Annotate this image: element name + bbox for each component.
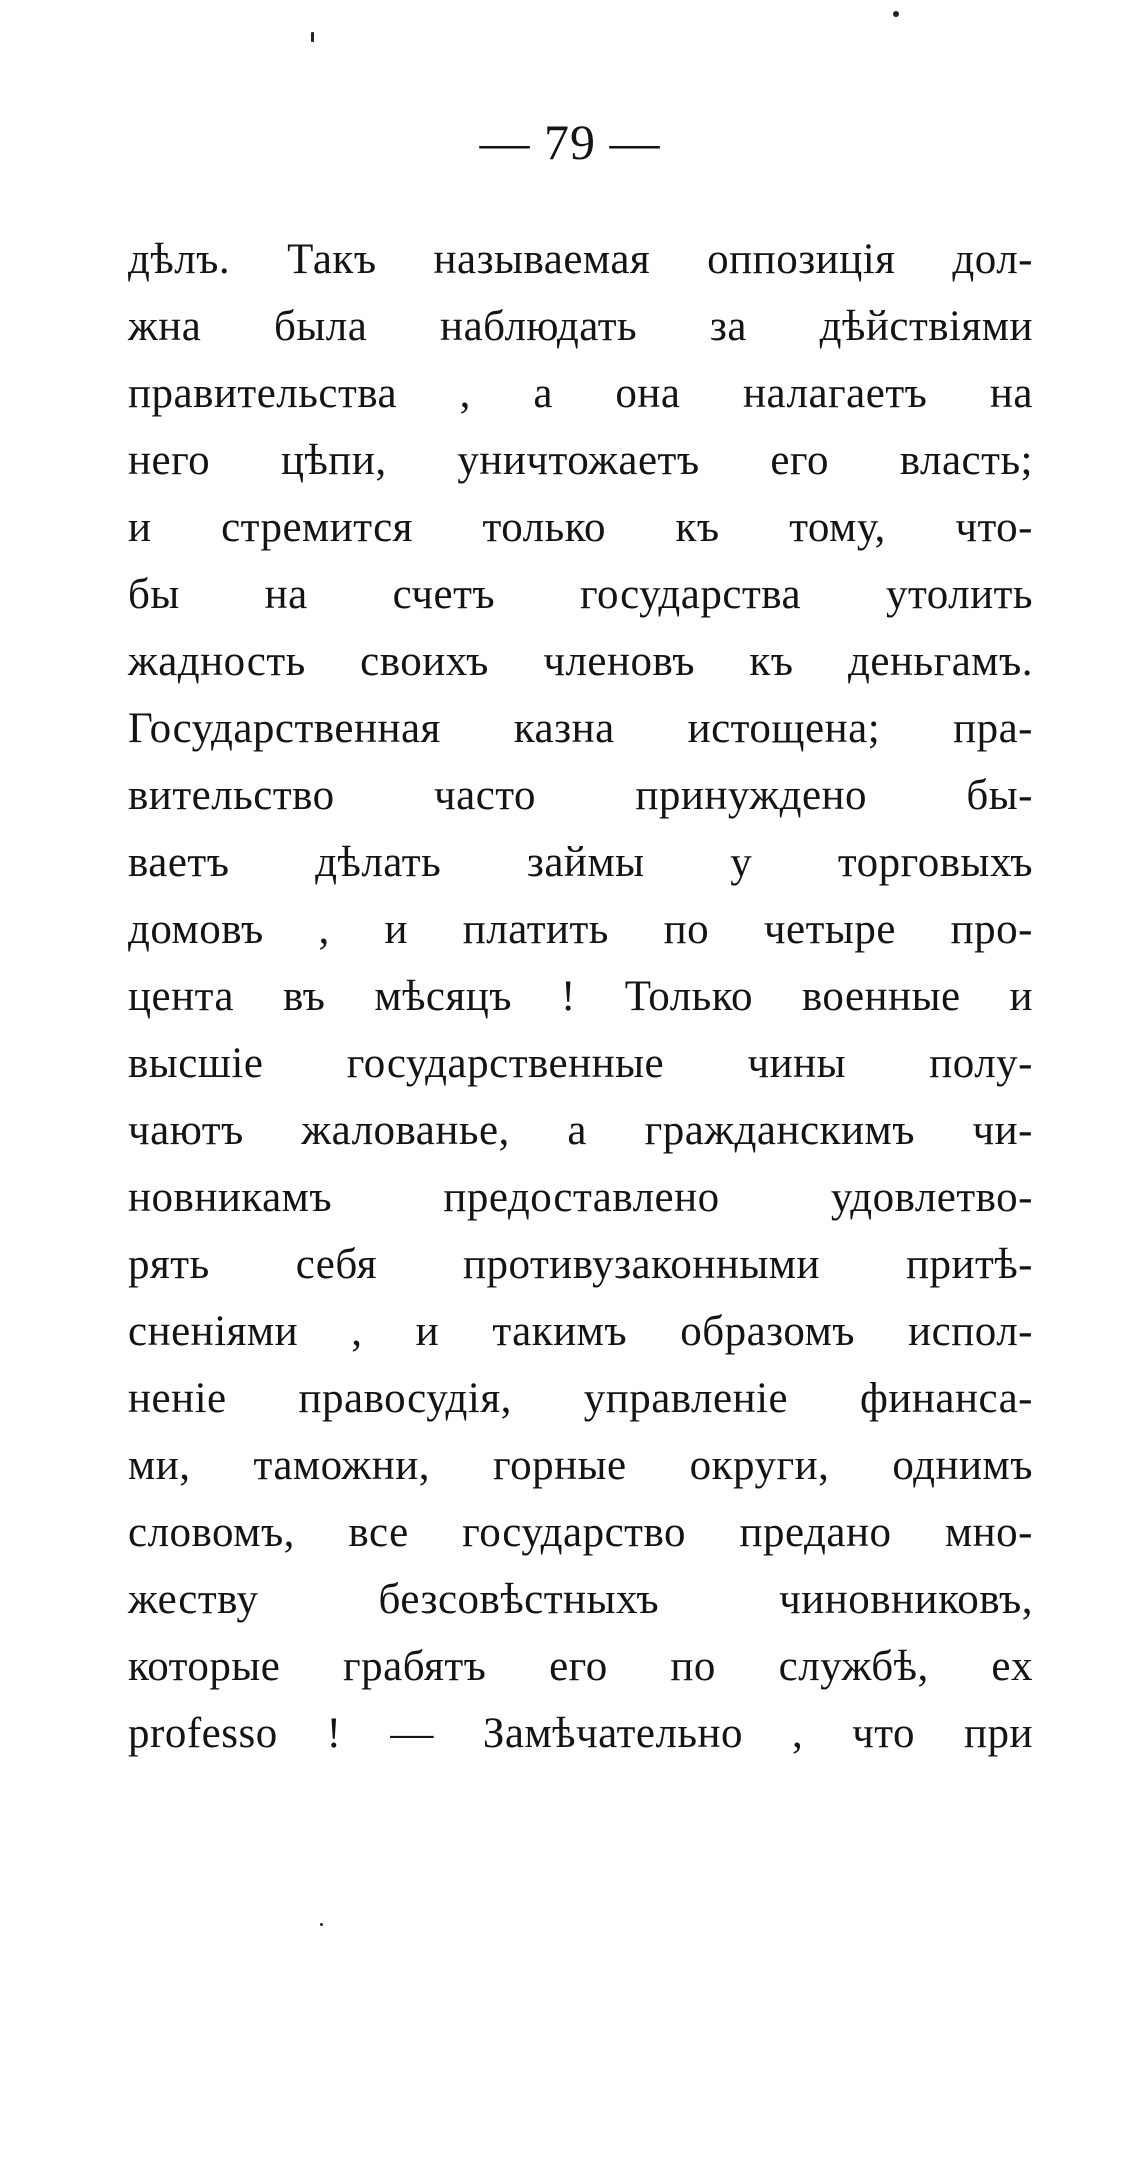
page-body-text — [128, 226, 1033, 1767]
text-line: Государственная казна истощена; пра- — [128, 705, 1033, 752]
text-line: рять себя противузаконными притѣ- — [128, 1241, 1033, 1288]
print-speck — [320, 1923, 323, 1926]
text-line: которые грабятъ его по службѣ, ex — [128, 1643, 1033, 1690]
page-number-header: — 79 — — [479, 114, 661, 170]
text-line: ваетъ дѣлать займы у торговыхъ — [128, 839, 1033, 886]
text-line: высшіе государственные чины полу- — [128, 1040, 1033, 1087]
text-line: правительства , а она налагаетъ на — [128, 370, 1033, 417]
text-line: него цѣпи, уничтожаетъ его власть; — [128, 437, 1033, 484]
text-line: домовъ , и платить по четыре про- — [128, 906, 1033, 953]
text-line: вительство часто принуждено бы- — [128, 772, 1033, 819]
text-line: и стремится только къ тому, что- — [128, 504, 1033, 551]
print-speck — [893, 11, 899, 17]
text-line: словомъ, все государство предано мно- — [128, 1509, 1033, 1556]
text-line: ми, таможни, горные округи, однимъ — [128, 1442, 1033, 1489]
text-line: цента въ мѣсяцъ ! Только военные и — [128, 973, 1033, 1020]
text-line: неніе правосудія, управленіе финанса- — [128, 1375, 1033, 1422]
text-line: бы на счетъ государства утолить — [128, 571, 1033, 618]
print-speck — [311, 32, 314, 42]
text-line: жна была наблюдать за дѣйствіями — [128, 303, 1033, 350]
text-line: жеству безсовѣстныхъ чиновниковъ, — [128, 1576, 1033, 1623]
text-line: сненіями , и такимъ образомъ испол- — [128, 1308, 1033, 1355]
text-line: чаютъ жалованье, а гражданскимъ чи- — [128, 1107, 1033, 1154]
text-line: дѣлъ. Такъ называемая оппозиція дол- — [128, 236, 1033, 283]
text-line: professo ! — Замѣчательно , что при — [128, 1710, 1033, 1757]
text-line: жадность своихъ членовъ къ деньгамъ. — [128, 638, 1033, 685]
text-line: новникамъ предоставлено удовлетво- — [128, 1174, 1033, 1221]
